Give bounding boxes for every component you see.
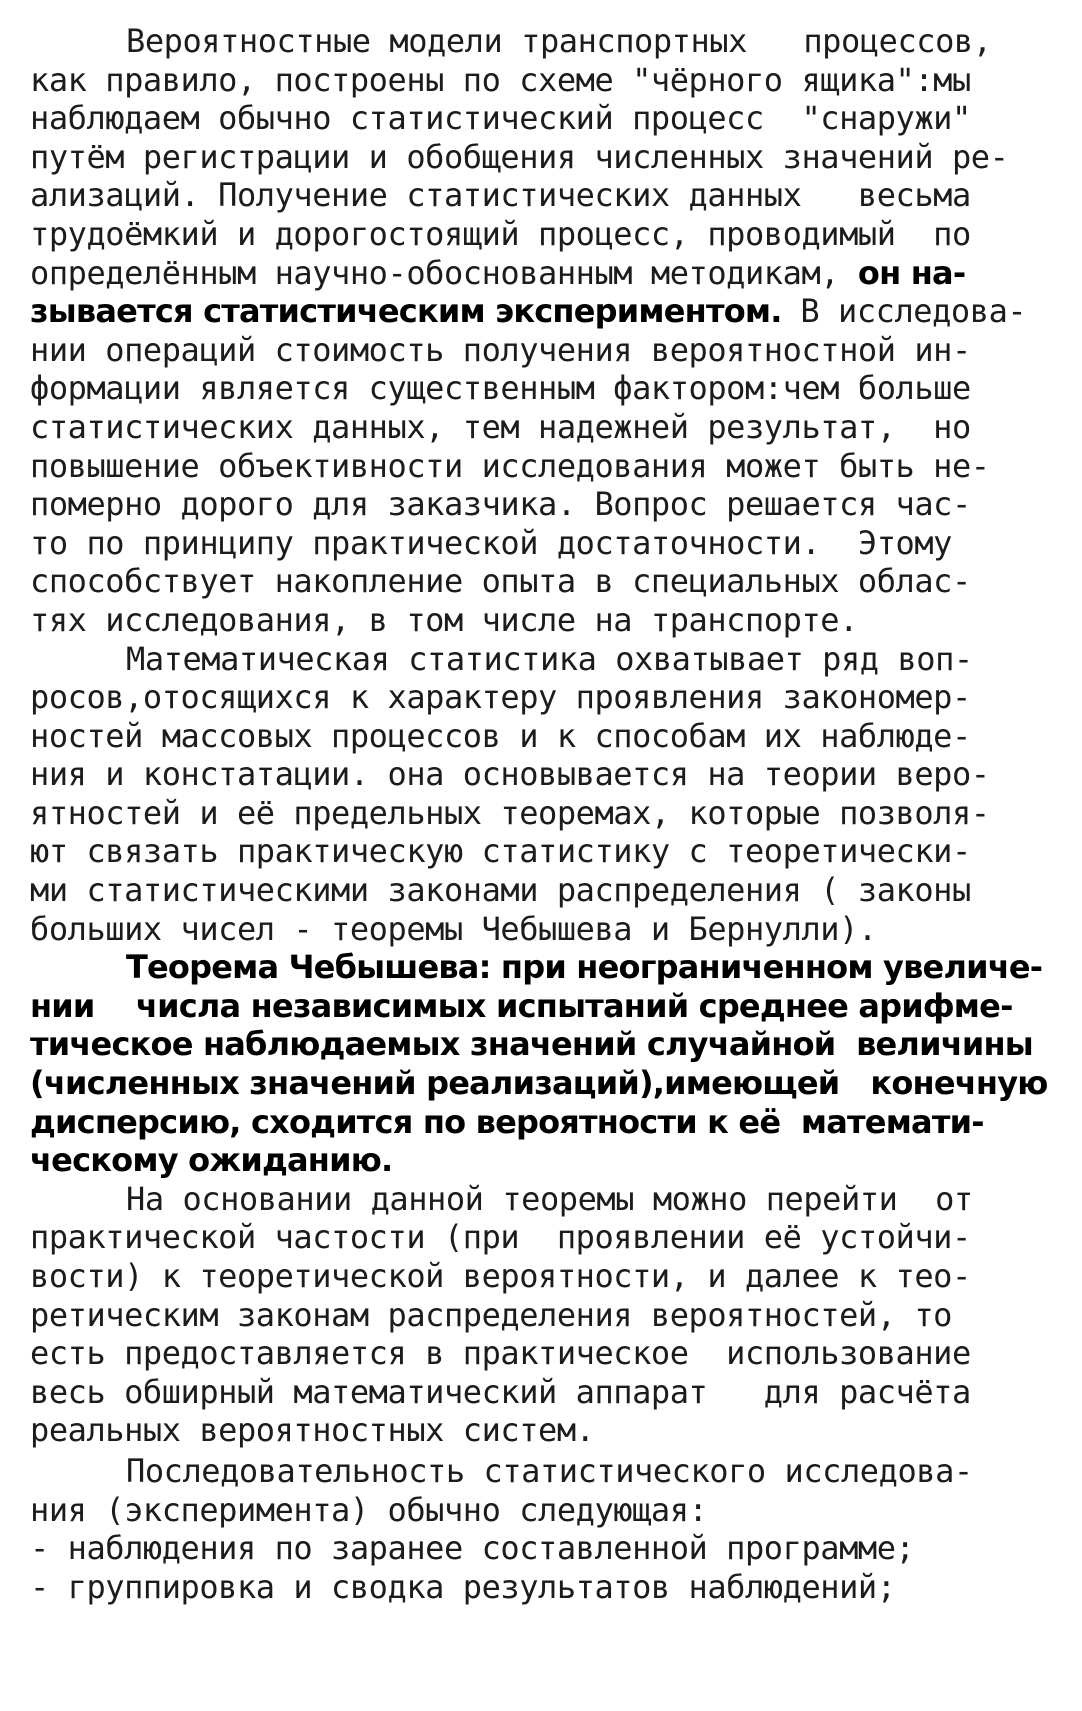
text-line bbox=[30, 1296, 1050, 1335]
text-line bbox=[30, 1452, 1050, 1491]
text-run: На основании данной теоремы можно перейти от bbox=[126, 1179, 973, 1218]
text-run: есть предоставляется в практическое использование bbox=[30, 1334, 971, 1373]
text-line bbox=[30, 61, 1050, 100]
text-line bbox=[30, 640, 1050, 679]
text-line bbox=[30, 138, 1050, 177]
theorem-paragraph bbox=[30, 948, 1050, 1180]
text-run: нии операций стоимость получения вероятностной ин- bbox=[30, 330, 971, 369]
text-run: наблюдаем обычно статистический процесс "снаружи" bbox=[30, 99, 971, 138]
document-page bbox=[30, 22, 1050, 1606]
text-run: повышение объективности исследования может быть не- bbox=[30, 446, 990, 485]
text-line bbox=[30, 601, 1050, 640]
text-run: формации является существенным фактором:чем больше bbox=[30, 369, 971, 408]
list-item bbox=[30, 1529, 1050, 1568]
text-line bbox=[30, 485, 1050, 524]
text-line bbox=[30, 408, 1050, 447]
text-run: больших чисел - теоремы Чебышева и Бернулли). bbox=[30, 909, 877, 948]
text-line bbox=[30, 1025, 1050, 1064]
paragraph bbox=[30, 1452, 1050, 1529]
bold-text-run: ческому ожиданию. bbox=[30, 1141, 393, 1180]
text-run: ния (эксперимента) обычно следующая: bbox=[30, 1490, 708, 1529]
text-line bbox=[30, 1334, 1050, 1373]
text-run: ния и констатации. она основывается на теории веро- bbox=[30, 755, 990, 794]
bold-text-run: зывается статистическим экспериментом. bbox=[30, 292, 782, 331]
text-line bbox=[30, 794, 1050, 833]
bold-text-run: (численных значений реализаций),имеющей конечную bbox=[30, 1064, 1048, 1103]
text-line bbox=[30, 215, 1050, 254]
text-run: способствует накопление опыта в специальных облас- bbox=[30, 562, 971, 601]
text-run: как правило, построены по схеме "чёрного ящика":мы bbox=[30, 60, 971, 99]
text-line bbox=[30, 910, 1050, 949]
paragraph bbox=[30, 1180, 1050, 1450]
text-run: Математическая статистика охватывает ряд воп- bbox=[126, 639, 973, 678]
text-run: померно дорого для заказчика. Вопрос решается час- bbox=[30, 485, 971, 524]
paragraph bbox=[30, 22, 1050, 640]
text-line bbox=[30, 987, 1050, 1026]
text-line bbox=[30, 871, 1050, 910]
text-line bbox=[30, 1141, 1050, 1180]
text-run: тях исследования, в том числе на транспорте. bbox=[30, 600, 858, 639]
text-line bbox=[30, 99, 1050, 138]
text-run: трудоёмкий и дорогостоящий процесс, проводимый по bbox=[30, 214, 971, 253]
text-run: ятностей и её предельных теоремах, которые позволя- bbox=[30, 793, 990, 832]
text-line bbox=[30, 948, 1050, 987]
text-line bbox=[30, 755, 1050, 794]
text-run: В исследова- bbox=[781, 292, 1027, 331]
text-line bbox=[30, 562, 1050, 601]
text-run: росов,отосящихся к характеру проявления закономер- bbox=[30, 678, 971, 717]
text-line bbox=[30, 1491, 1050, 1530]
steps-list bbox=[30, 1529, 1050, 1606]
text-line bbox=[30, 22, 1050, 61]
text-line bbox=[30, 176, 1050, 215]
text-run: - группировка и сводка результатов наблюдений; bbox=[30, 1567, 896, 1606]
text-line bbox=[30, 1180, 1050, 1219]
text-line bbox=[30, 331, 1050, 370]
bold-text-run: Теорема Чебышева: при неограниченном увеличе- bbox=[126, 948, 1043, 987]
text-line bbox=[30, 1373, 1050, 1412]
text-run: реальных вероятностных систем. bbox=[30, 1411, 595, 1450]
bold-text-run: он на- bbox=[857, 253, 966, 292]
text-run: статистических данных, тем надежней результат, но bbox=[30, 407, 971, 446]
text-run: ализаций. Получение статистических данных весьма bbox=[30, 176, 971, 215]
bold-text-run: нии числа независимых испытаний среднее арифме- bbox=[30, 986, 1013, 1025]
text-run: ми статистическими законами распределения ( законы bbox=[30, 871, 971, 910]
text-line bbox=[30, 1257, 1050, 1296]
bold-text-run: дисперсию, сходится по вероятности к её математи- bbox=[30, 1102, 984, 1141]
text-run: Последовательность статистического исследова- bbox=[126, 1451, 973, 1490]
text-run: вости) к теоретической вероятности, и далее к тео- bbox=[30, 1257, 971, 1295]
text-line bbox=[30, 717, 1050, 756]
text-run: - наблюдения по заранее составленной программе; bbox=[30, 1529, 915, 1568]
text-line bbox=[30, 369, 1050, 408]
text-line bbox=[30, 678, 1050, 717]
text-line bbox=[30, 1411, 1050, 1450]
text-run: определённым научно-обоснованным методикам, bbox=[30, 253, 858, 292]
text-line bbox=[30, 832, 1050, 871]
list-item bbox=[30, 1568, 1050, 1607]
text-run: то по принципу практической достаточности. Этому bbox=[30, 523, 952, 562]
text-line bbox=[30, 254, 1050, 293]
text-run: ностей массовых процессов и к способам их наблюде- bbox=[30, 716, 971, 755]
text-run: ют связать практическую статистику с теоретически- bbox=[30, 832, 971, 871]
text-line bbox=[30, 1218, 1050, 1257]
paragraph bbox=[30, 640, 1050, 949]
text-line bbox=[30, 1064, 1050, 1103]
text-run: ретическим законам распределения вероятностей, то bbox=[30, 1295, 952, 1334]
text-run: весь обширный математический аппарат для расчёта bbox=[30, 1372, 971, 1411]
bold-text-run: тическое наблюдаемых значений случайной величины bbox=[30, 1025, 1033, 1064]
text-run: путём регистрации и обобщения численных значений ре- bbox=[30, 137, 1009, 176]
text-run: практической частости (при проявлении её устойчи- bbox=[30, 1218, 971, 1257]
text-line bbox=[30, 1103, 1050, 1142]
text-line bbox=[30, 447, 1050, 486]
text-run: Вероятностные модели транспортных процессов, bbox=[126, 22, 992, 60]
text-line bbox=[30, 292, 1050, 331]
text-line bbox=[30, 524, 1050, 563]
